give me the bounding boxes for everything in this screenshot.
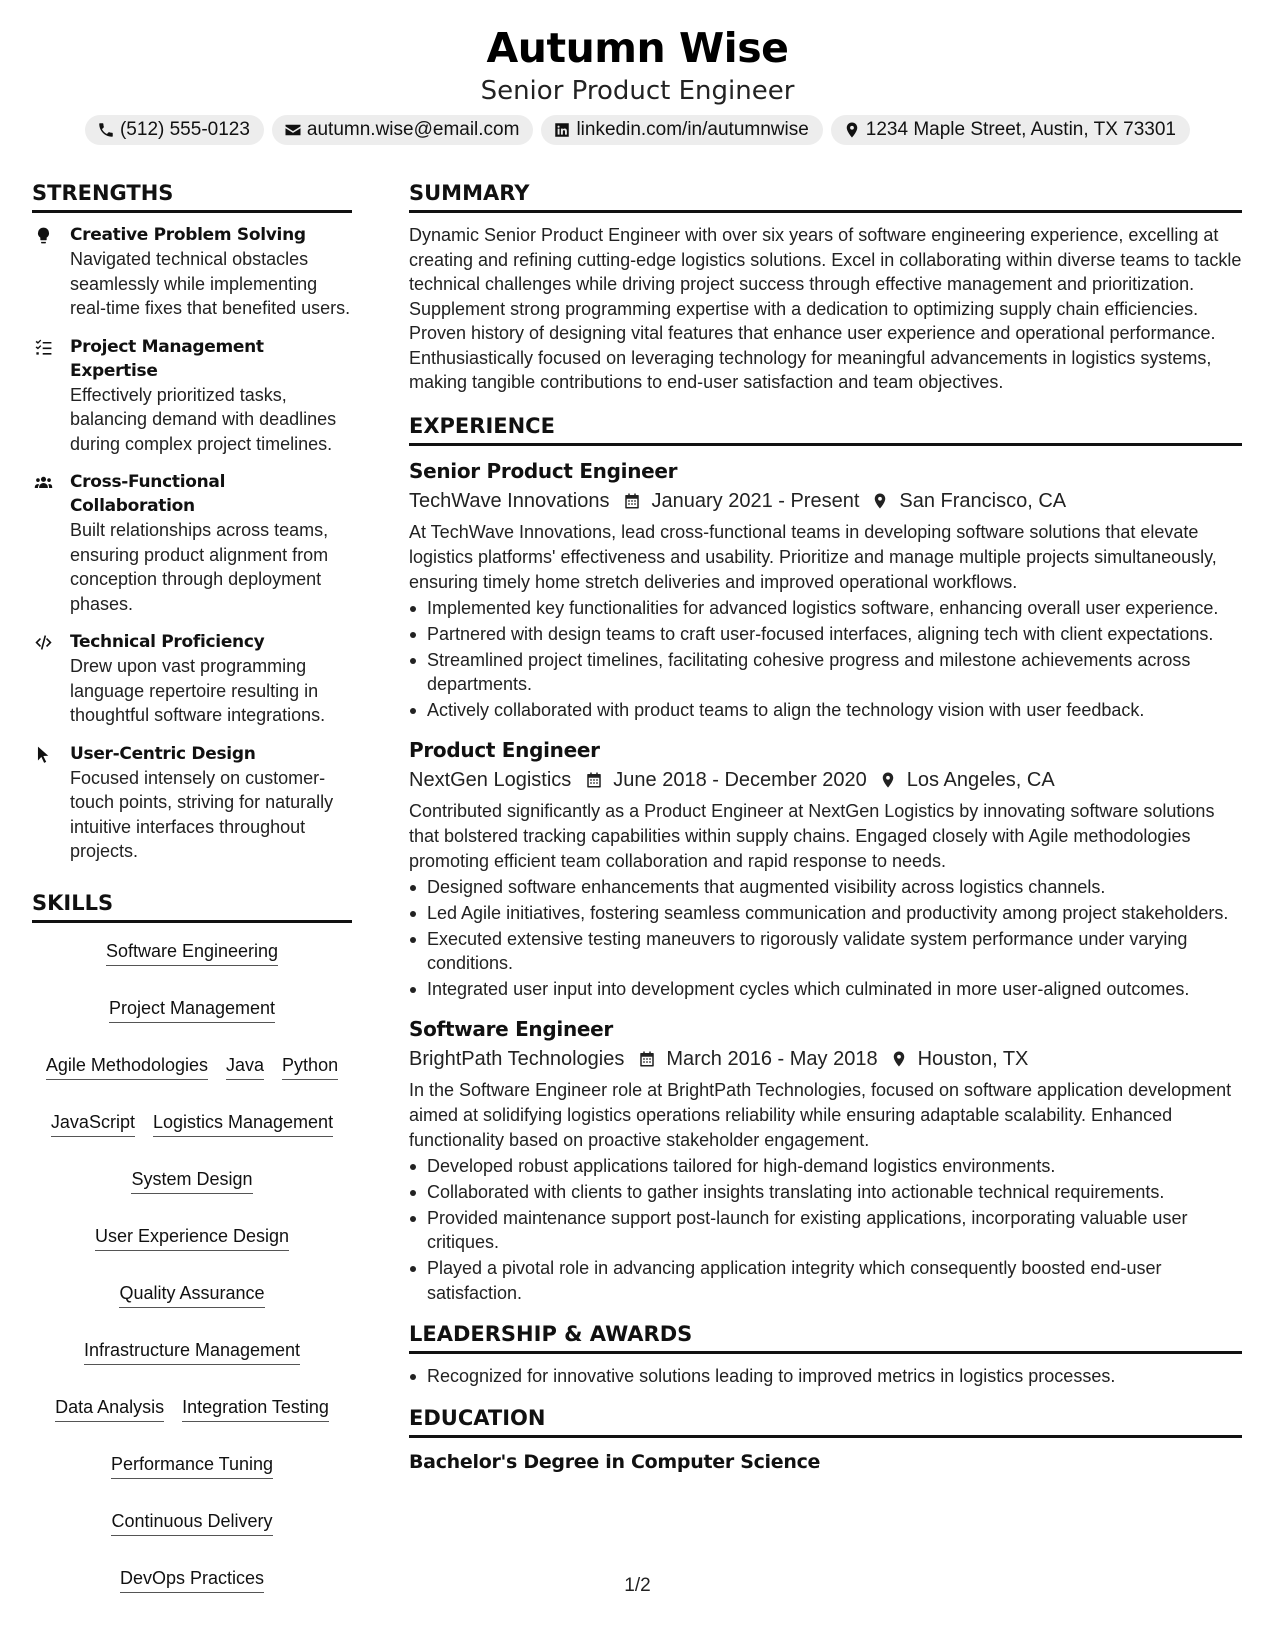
code-icon: [34, 633, 53, 652]
calendar-icon: [623, 491, 641, 511]
summary-heading: SUMMARY: [409, 176, 1242, 213]
job-entry: [409, 456, 1242, 723]
job-dates: January 2021 - Present: [651, 489, 860, 512]
job-location: Houston, TX: [917, 1047, 1029, 1070]
job-bullet: Led Agile initiatives, fostering seamless communication and productivity among project stakeholders.: [409, 901, 1242, 926]
job-bullet: Actively collaborated with product teams to align the technology vision with user feedback.: [409, 698, 1242, 723]
strengths-heading: STRENGTHS: [32, 176, 352, 213]
contact-bar: [0, 115, 1275, 145]
strength-title: Technical Proficiency: [70, 632, 265, 652]
job-entry: [409, 735, 1242, 1002]
skill-tag: Continuous Delivery: [111, 1509, 272, 1536]
strength-title: User-Centric Design: [70, 743, 256, 764]
job-title: Product Engineer: [409, 737, 600, 762]
degree-title: Bachelor's Degree in Computer Science: [409, 1450, 821, 1473]
envelope-icon: [284, 121, 302, 139]
skill-tag: Quality Assurance: [119, 1281, 264, 1308]
contact-linkedin[interactable]: [541, 115, 822, 145]
right-column: [409, 176, 1242, 1476]
job-bullet: Integrated user input into development cycles which culminated in more user-aligned outcomes.: [409, 977, 1242, 1002]
skill-tag: Data Analysis: [55, 1395, 164, 1422]
strength-desc: Drew upon vast programming language repertoire resulting in thoughtful software integrations.: [70, 656, 326, 725]
job-bullets: [409, 596, 1242, 723]
skill-tag: Java: [226, 1053, 264, 1080]
job-description: At TechWave Innovations, lead cross-functional teams in developing software solutions that elevate logistics platforms' effectiveness and usability. Prioritize and manage multiple projects simultaneously, ensuring timely home stretch deliveries and improved operational workflows.: [409, 521, 1217, 592]
summary-text: Dynamic Senior Product Engineer with over six years of software engineering experience, excelling at creating and refining cutting-edge logistics solutions. Excel in collaborating within diverse teams to tackle technical challenges while driving project success through effective management and prioritization. Supplement strong programming expertise with a dedication to optimizing supply chain efficiencies. Proven history of designing vital features that enhance user experience and operational performance. Enthusiastically focused on leveraging technology for meaningful advancements in logistics systems, making tangible contributions to end-user satisfaction and team objectives.: [409, 225, 1242, 392]
candidate-name: Autumn Wise: [486, 24, 789, 72]
job-company: NextGen Logistics: [409, 768, 572, 791]
job-bullet: Implemented key functionalities for advanced logistics software, enhancing overall user experience.: [409, 596, 1242, 621]
job-company: BrightPath Technologies: [409, 1047, 625, 1070]
candidate-title: Senior Product Engineer: [480, 76, 795, 106]
skill-tag: Performance Tuning: [111, 1452, 273, 1479]
job-dates: June 2018 - December 2020: [613, 768, 867, 791]
job-description: In the Software Engineer role at BrightPath Technologies, focused on software application development aimed at solidifying logistics operations reliability while ensuring adaptable scalability. Enhanced functionality based on proactive stakeholder engagement.: [409, 1079, 1232, 1150]
skill-tag: DevOps Practices: [120, 1566, 264, 1593]
strength-item: [32, 223, 352, 321]
skill-tag: Python: [282, 1053, 338, 1080]
job-description: Contributed significantly as a Product Engineer at NextGen Logistics by innovating software solutions that bolstered tracking capabilities within supply chains. Engaged closely with Agile methodologies promoting efficient team collaboration and rapid response to needs.: [409, 800, 1215, 871]
skill-tag: Logistics Management: [153, 1110, 333, 1137]
job-bullet: Developed robust applications tailored for high-demand logistics environments.: [409, 1154, 1242, 1179]
map-pin-icon: [879, 770, 897, 790]
job-dates: March 2016 - May 2018: [666, 1047, 878, 1070]
skills-heading: SKILLS: [32, 886, 352, 923]
award-item: Recognized for innovative solutions leading to improved metrics in logistics processes.: [409, 1364, 1242, 1389]
job-location: San Francisco, CA: [899, 489, 1067, 512]
job-meta: [409, 1044, 1242, 1074]
job-meta: [409, 765, 1242, 795]
skill-tag: Software Engineering: [106, 939, 278, 966]
strength-item: [32, 335, 352, 457]
phone-text: (512) 555-0123: [119, 119, 250, 140]
left-column: [32, 176, 352, 1593]
resume-header: [0, 0, 1275, 145]
skill-tag: JavaScript: [51, 1110, 135, 1137]
phone-icon: [97, 121, 115, 139]
strength-desc: Effectively prioritized tasks, balancing demand with deadlines during complex project timelines.: [70, 384, 337, 454]
skill-tag: Project Management: [109, 996, 275, 1023]
job-bullet: Played a pivotal role in advancing application integrity which consequently boosted end-user satisfaction.: [409, 1256, 1242, 1305]
job-bullet: Streamlined project timelines, facilitating cohesive progress and milestone achievements across departments.: [409, 648, 1242, 697]
linkedin-icon: [553, 121, 571, 139]
email-text: autumn.wise@email.com: [306, 119, 520, 140]
strength-desc: Focused intensely on customer-touch points, striving for naturally intuitive interfaces throughout projects.: [70, 767, 334, 861]
awards-list: [409, 1364, 1242, 1389]
skill-tag: Integration Testing: [182, 1395, 329, 1422]
skill-tag: User Experience Design: [95, 1224, 289, 1251]
strength-item: [32, 630, 352, 728]
strength-title: Cross-Functional Collaboration: [70, 472, 226, 516]
skill-tag: Infrastructure Management: [84, 1338, 300, 1365]
strength-title: Creative Problem Solving: [70, 225, 306, 245]
awards-heading: LEADERSHIP & AWARDS: [409, 1317, 1242, 1354]
job-bullet: Collaborated with clients to gather insights translating into actionable technical requirements.: [409, 1180, 1242, 1205]
education-heading: EDUCATION: [409, 1401, 1242, 1438]
cursor-icon: [34, 745, 53, 764]
skills-list: [32, 933, 352, 1593]
contact-phone[interactable]: [85, 115, 264, 145]
job-meta: [409, 486, 1242, 516]
contact-email[interactable]: [272, 115, 534, 145]
map-pin-icon: [843, 121, 861, 139]
strength-item: [32, 470, 352, 616]
strength-title: Project Management Expertise: [70, 336, 264, 381]
job-bullet: Partnered with design teams to craft user-focused interfaces, aligning tech with client expectations.: [409, 622, 1242, 647]
contact-address[interactable]: [831, 115, 1190, 145]
strength-desc: Built relationships across teams, ensuring product alignment from conception through deployment phases.: [70, 520, 329, 614]
job-location: Los Angeles, CA: [906, 768, 1055, 791]
job-bullet: Designed software enhancements that augmented visibility across logistics channels.: [409, 875, 1242, 900]
calendar-icon: [638, 1049, 656, 1069]
job-company: TechWave Innovations: [409, 489, 610, 512]
job-title: Senior Product Engineer: [409, 458, 678, 483]
experience-heading: EXPERIENCE: [409, 409, 1242, 446]
task-list-icon: [34, 338, 53, 357]
page-number: 1/2: [624, 1575, 651, 1596]
job-entry: [409, 1014, 1242, 1306]
address-text: 1234 Maple Street, Austin, TX 73301: [865, 119, 1176, 140]
skill-tag: System Design: [131, 1167, 252, 1194]
strength-item: [32, 742, 352, 864]
job-bullet: Executed extensive testing maneuvers to rigorously validate system performance under varying conditions.: [409, 927, 1242, 976]
users-icon: [34, 473, 53, 492]
linkedin-text: linkedin.com/in/autumnwise: [576, 119, 809, 140]
job-bullets: [409, 1154, 1242, 1306]
job-bullet: Provided maintenance support post-launch for existing applications, incorporating valuable user critiques.: [409, 1206, 1242, 1255]
skill-tag: Agile Methodologies: [46, 1053, 208, 1080]
strength-desc: Navigated technical obstacles seamlessly while implementing real-time fixes that benefited users.: [70, 249, 351, 318]
calendar-icon: [585, 770, 603, 790]
map-pin-icon: [890, 1049, 908, 1069]
lightbulb-icon: [34, 226, 53, 245]
job-bullets: [409, 875, 1242, 1002]
job-title: Software Engineer: [409, 1016, 613, 1041]
map-pin-icon: [871, 491, 889, 511]
